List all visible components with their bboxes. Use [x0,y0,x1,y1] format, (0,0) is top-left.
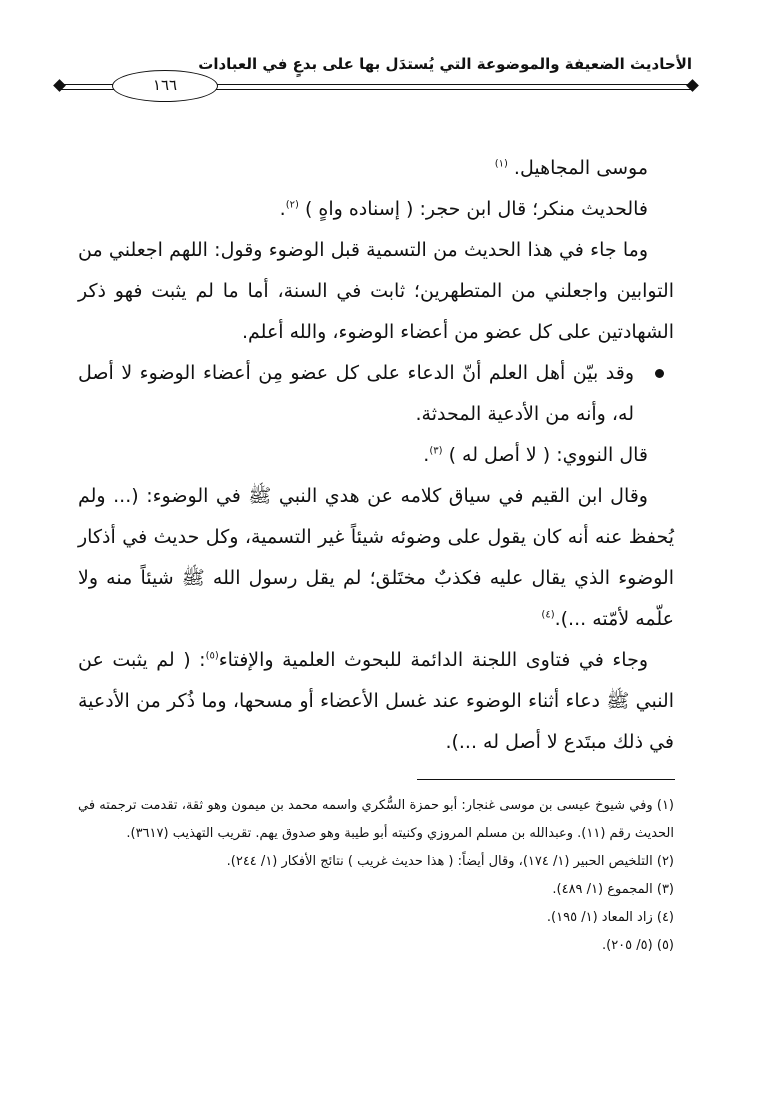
line-1-text: موسى المجاهيل. [513,157,648,179]
bullet-paragraph [78,353,674,435]
footnote-ref-5: (٥) [205,650,219,662]
running-header [60,48,692,100]
fatawa-text-rest: : ( لم يثبت عن النبي ﷺ دعاء أثناء الوضوء عند غسل الأعضاء أو مسحها، وما ذُكر من الأدعية في ذلك مبتَدع لا أصل له ...). [78,649,674,753]
paragraph-ibn-qayyim [78,476,674,640]
footnote-2: (٢) التلخيص الحبير (١/ ١٧٤)، وقال أيضاً: ( هذا حديث غريب ) نتائج الأفكار (١/ ٢٤٤). [226,854,674,869]
page-number: ١٦٦ [112,70,218,102]
fatawa-text-start: وجاء في فتاوى اللجنة الدائمة للبحوث العلمية والإفتاء [218,649,648,671]
footnote-separator [417,779,675,780]
paragraph-fatawa [78,640,674,763]
nawawi-text: قال النووي: ( لا أصل له ) [448,444,648,466]
bullet-dot [655,369,664,378]
header-title: الأحاديث الضعيفة والموضوعة التي يُستدَل بها على بدعٍ في العبادات [198,55,692,73]
paragraph-line-1 [78,148,674,189]
footnote-5: (٥) (٥/ ٢٠٥). [601,938,674,953]
footnote-4: (٤) زاد المعاد (١/ ١٩٥). [546,910,674,925]
footnote-ref-2: (٢) [285,199,299,211]
bullet-text: وقد بيّن أهل العلم أنّ الدعاء على كل عضو مِن أعضاء الوضوء لا أصل له، وأنه من الأدعية المحدثة. [78,362,634,425]
nawawi-end: . [423,444,430,466]
footnotes [78,792,674,960]
footnote-3: (٣) المجموع (١/ ٤٨٩). [552,882,674,897]
line-2-text: فالحديث منكر؛ قال ابن حجر: ( إسناده واهٍ ) [304,198,648,220]
line-2-end: . [279,198,286,220]
paragraph-nawawi [78,435,674,476]
footnote-1: (١) وفي شيوخ عيسى بن موسى غنجار: أبو حمزة السُّكري واسمه محمد بن ميمون وهو ثقة، تقدمت ترجمته في الحديث رقم (١١). وعبدالله بن مسلم المروزي وكنيته أبو طيبة وهو صدوق يهم. تقريب التهذيب (٣٦١٧). [78,798,674,841]
footnote-ref-4: (٤) [541,609,555,621]
footnote-ref-3: (٣) [429,445,443,457]
main-text [78,148,674,763]
ibn-qayyim-text: وقال ابن القيم في سياق كلامه عن هدي النبي ﷺ في الوضوء: (... ولم يُحفظ عنه أنه كان يقول على وضوئه شيئاً غير التسمية، وكل حديث في أذكار الوضوء الذي يقال عليه فكذبٌ مختَلق؛ لم يقل رسول الله ﷺ شيئاً منه ولا علّمه لأمّته ...). [78,485,674,630]
footnote-ref-1: (١) [494,158,508,170]
paragraph-line-2 [78,189,674,230]
paragraph-tasmiya: وما جاء في هذا الحديث من التسمية قبل الوضوء وقول: اللهم اجعلني من التوابين واجعلني من المتطهرين؛ ثابت في السنة، أما ما لم يثبت فهو ذكر الشهادتين على كل عضو من أعضاء الوضوء، والله أعلم. [78,239,674,343]
